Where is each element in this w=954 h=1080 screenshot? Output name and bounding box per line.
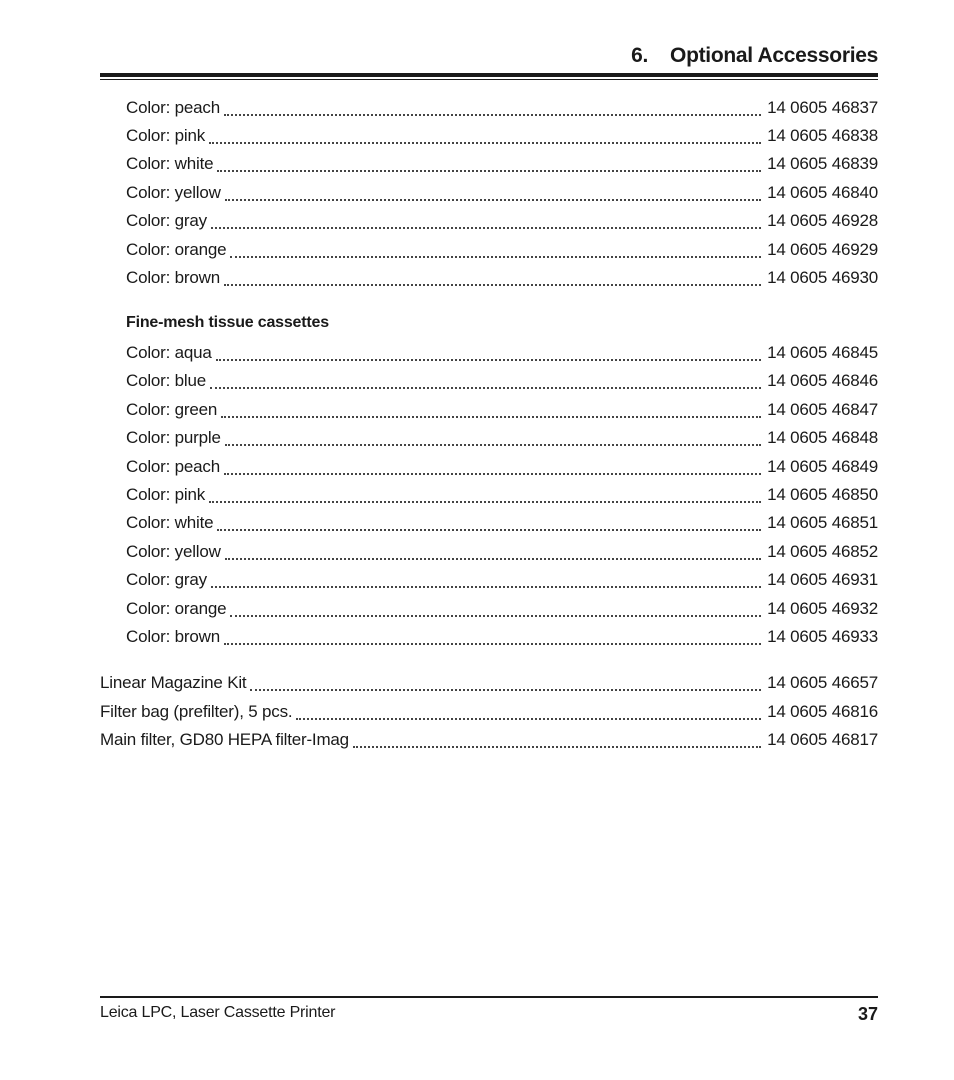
item-label: Main filter, GD80 HEPA filter-Imag xyxy=(100,730,349,749)
item-label: Color: white xyxy=(126,513,214,532)
list-item xyxy=(100,673,878,695)
list-item xyxy=(126,343,878,365)
list-item xyxy=(126,211,878,233)
section-number: 6. xyxy=(631,44,649,67)
header-rule-thin xyxy=(100,79,878,80)
item-code: 14 0605 46816 xyxy=(767,702,878,721)
list-item xyxy=(126,428,878,450)
list-item xyxy=(126,485,878,507)
list-item xyxy=(126,542,878,564)
list-item xyxy=(126,154,878,176)
list-item xyxy=(126,570,878,592)
item-label: Color: gray xyxy=(126,570,207,589)
list-item xyxy=(126,599,878,621)
dot-leader xyxy=(221,416,761,418)
item-label: Color: brown xyxy=(126,268,220,287)
item-label: Color: gray xyxy=(126,211,207,230)
item-label: Color: blue xyxy=(126,371,207,390)
dot-leader xyxy=(217,529,761,531)
item-code: 14 0605 46933 xyxy=(767,627,878,646)
item-code: 14 0605 46932 xyxy=(767,599,878,618)
item-code: 14 0605 46840 xyxy=(767,183,878,202)
list-item xyxy=(126,98,878,120)
header-rule-thick xyxy=(100,73,878,77)
item-label: Color: pink xyxy=(126,485,206,504)
item-code: 14 0605 46839 xyxy=(767,154,878,173)
item-code: 14 0605 46848 xyxy=(767,428,878,447)
item-code: 14 0605 46657 xyxy=(767,673,878,692)
footer-rule xyxy=(100,996,878,998)
item-code: 14 0605 46846 xyxy=(767,371,878,390)
item-code: 14 0605 46838 xyxy=(767,126,878,145)
item-label: Filter bag (prefilter), 5 pcs. xyxy=(100,702,293,721)
item-code: 14 0605 46845 xyxy=(767,343,878,362)
list-item xyxy=(126,240,878,262)
dot-leader xyxy=(224,284,761,286)
list-item xyxy=(100,730,878,752)
list-item xyxy=(100,702,878,724)
dot-leader xyxy=(210,387,761,389)
item-code: 14 0605 46852 xyxy=(767,542,878,561)
item-code: 14 0605 46930 xyxy=(767,268,878,287)
subsection-heading: Fine-mesh tissue cassettes xyxy=(126,314,329,331)
item-code: 14 0605 46931 xyxy=(767,570,878,589)
dot-leader xyxy=(224,473,761,475)
item-code: 14 0605 46817 xyxy=(767,730,878,749)
item-code: 14 0605 46851 xyxy=(767,513,878,532)
item-code: 14 0605 46928 xyxy=(767,211,878,230)
item-code: 14 0605 46847 xyxy=(767,400,878,419)
item-label: Color: yellow xyxy=(126,542,221,561)
item-label: Color: orange xyxy=(126,240,227,259)
dot-leader xyxy=(225,199,761,201)
list-item xyxy=(126,400,878,422)
item-code: 14 0605 46850 xyxy=(767,485,878,504)
item-code: 14 0605 46929 xyxy=(767,240,878,259)
dot-leader xyxy=(353,746,761,748)
list-item xyxy=(126,627,878,649)
dot-leader xyxy=(217,170,761,172)
item-label: Color: aqua xyxy=(126,343,212,362)
item-label: Color: green xyxy=(126,400,218,419)
item-label: Color: peach xyxy=(126,457,220,476)
item-label: Color: orange xyxy=(126,599,227,618)
item-label: Color: purple xyxy=(126,428,221,447)
item-label: Color: brown xyxy=(126,627,220,646)
page-number: 37 xyxy=(857,1004,878,1024)
item-label: Color: peach xyxy=(126,98,220,117)
item-label: Color: yellow xyxy=(126,183,221,202)
item-label: Color: white xyxy=(126,154,214,173)
dot-leader xyxy=(250,689,761,691)
dot-leader xyxy=(224,643,761,645)
section-header xyxy=(100,44,878,72)
dot-leader xyxy=(225,444,761,446)
dot-leader xyxy=(209,142,761,144)
list-item xyxy=(126,513,878,535)
dot-leader xyxy=(224,114,761,116)
item-label: Color: pink xyxy=(126,126,206,145)
dot-leader xyxy=(225,558,761,560)
dot-leader xyxy=(230,256,761,258)
footer-product-name: Leica LPC, Laser Cassette Printer xyxy=(100,1004,336,1021)
list-item xyxy=(126,268,878,290)
dot-leader xyxy=(211,586,761,588)
dot-leader xyxy=(296,718,761,720)
item-code: 14 0605 46849 xyxy=(767,457,878,476)
section-title: Optional Accessories xyxy=(670,44,878,67)
dot-leader xyxy=(230,615,761,617)
dot-leader xyxy=(211,227,761,229)
list-item xyxy=(126,371,878,393)
dot-leader xyxy=(216,359,761,361)
item-label: Linear Magazine Kit xyxy=(100,673,247,692)
item-code: 14 0605 46837 xyxy=(767,98,878,117)
list-item xyxy=(126,457,878,479)
dot-leader xyxy=(209,501,761,503)
list-item xyxy=(126,183,878,205)
list-item xyxy=(126,126,878,148)
